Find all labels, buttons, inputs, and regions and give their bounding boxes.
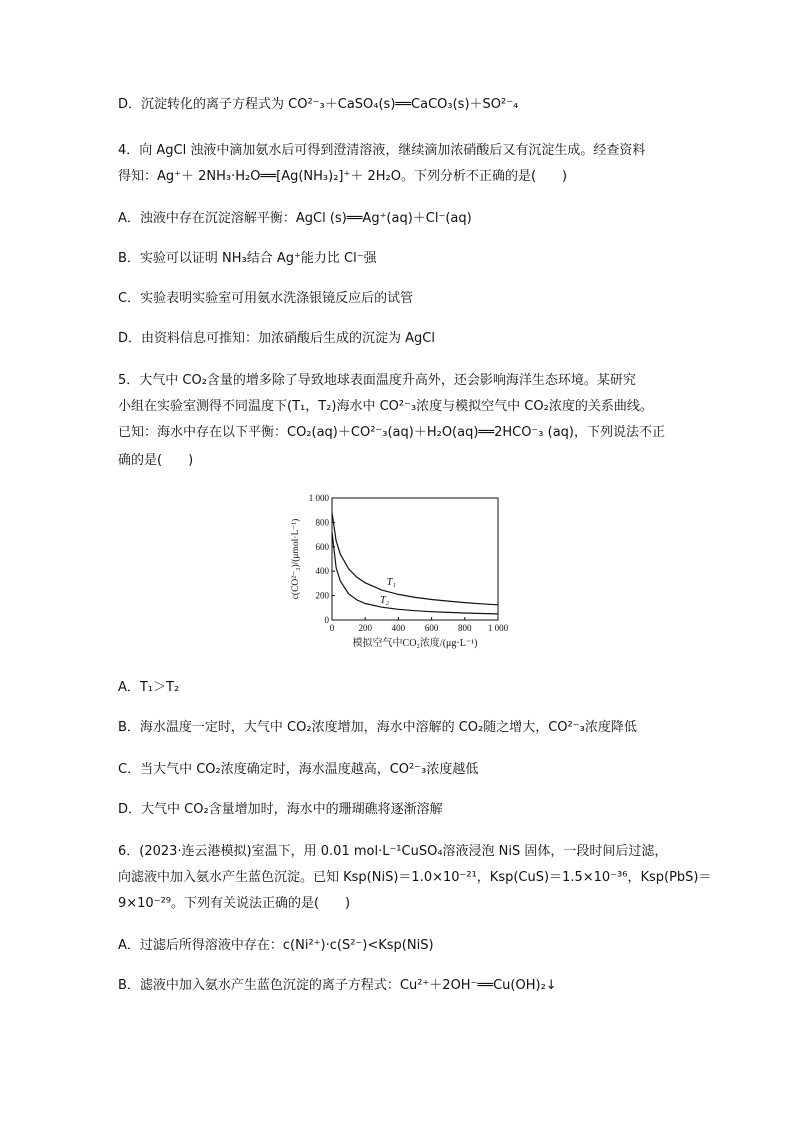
line-19: B．滤液中加入氨水产生蓝色沉淀的离子方程式：Cu²⁺＋2OH⁻══Cu(OH)₂↓ xyxy=(118,978,557,993)
line-8: 小组在实验室测得不同温度下(T₁，T₂)海水中 CO²⁻₃浓度与模拟空气中 CO₂浓度的关系曲线。 xyxy=(118,399,653,414)
line-6: D．由资料信息可推知：加浓硝酸后生成的沉淀为 AgCl xyxy=(118,331,435,346)
line-13: C．当大气中 CO₂浓度确定时，海水温度越高，CO²⁻₃浓度越低 xyxy=(118,762,479,777)
x-tick-label: 600 xyxy=(424,623,439,633)
line-11: A．T₁＞T₂ xyxy=(118,680,180,695)
line-1: 4．向 AgCl 浊液中滴加氨水后可得到澄清溶液，继续滴加浓硝酸后又有沉淀生成。经查资料 xyxy=(118,143,646,158)
y-tick-label: 400 xyxy=(315,566,329,577)
line-3: A．浊液中存在沉淀溶解平衡：AgCl (s)══Ag⁺(aq)＋Cl⁻(aq) xyxy=(118,211,472,226)
y-tick-label: 200 xyxy=(315,590,329,601)
y-tick-label: 600 xyxy=(315,541,329,552)
series-label: T₂ xyxy=(380,594,390,606)
x-tick-label: 400 xyxy=(391,623,406,633)
line-9: 已知：海水中存在以下平衡：CO₂(aq)＋CO²⁻₃(aq)＋H₂O(aq)══2HCO⁻₃ (aq)，下列说法不正 xyxy=(118,425,665,440)
x-tick-label: 800 xyxy=(458,623,472,633)
y-axis-label: c(CO²⁻₃)/(μmol·L⁻¹) xyxy=(291,518,301,600)
line-0: D．沉淀转化的离子方程式为 CO²⁻₃＋CaSO₄(s)══CaCO₃(s)＋SO²⁻₄ xyxy=(118,97,519,112)
line-17: 9×10⁻²⁹。下列有关说法正确的是( ) xyxy=(118,896,351,911)
line-12: B．海水温度一定时，大气中 CO₂浓度增加，海水中溶解的 CO₂随之增大，CO²⁻₃浓度降低 xyxy=(118,720,637,735)
y-tick-label: 0 xyxy=(324,615,329,625)
x-tick-label: 1 000 xyxy=(487,623,509,633)
y-tick-label: 800 xyxy=(315,517,329,528)
x-axis-label: 模拟空气中CO₂浓度/(μg·L⁻¹) xyxy=(352,638,478,649)
co3-concentration-chart xyxy=(286,490,516,660)
line-4: B．实验可以证明 NH₃结合 Ag⁺能力比 Cl⁻强 xyxy=(118,251,377,266)
line-14: D．大气中 CO₂含量增加时，海水中的珊瑚礁将逐渐溶解 xyxy=(118,802,443,817)
x-tick-label: 0 xyxy=(329,623,335,633)
line-5: C．实验表明实验室可用氨水洗涤银镜反应后的试管 xyxy=(118,291,414,306)
line-18: A．过滤后所得溶液中存在：c(Ni²⁺)·c(S²⁻)<Ksp(NiS) xyxy=(118,938,434,953)
series-line-2 xyxy=(332,532,498,614)
plot-frame xyxy=(332,498,498,620)
line-2: 得知：Ag⁺＋ 2NH₃·H₂O══[Ag(NH₃)₂]⁺＋ 2H₂O。下列分析不正确的是( ) xyxy=(118,169,568,184)
line-15: 6．(2023·连云港模拟)室温下，用 0.01 mol·L⁻¹CuSO₄溶液浸泡 NiS 固体，一段时间后过滤， xyxy=(118,844,668,859)
line-10: 确的是( ) xyxy=(118,453,194,468)
series-label: T₁ xyxy=(386,577,396,589)
y-tick-label: 1 000 xyxy=(308,493,329,503)
line-16: 向滤液中加入氨水产生蓝色沉淀。已知 Ksp(NiS)＝1.0×10⁻²¹，Ksp(CuS)＝1.5×10⁻³⁶，Ksp(PbS)＝ xyxy=(118,870,712,885)
line-7: 5．大气中 CO₂含量的增多除了导致地球表面温度升高外，还会影响海洋生态环境。某研究 xyxy=(118,373,636,388)
series-line-1 xyxy=(332,513,498,605)
x-tick-label: 200 xyxy=(358,623,372,633)
